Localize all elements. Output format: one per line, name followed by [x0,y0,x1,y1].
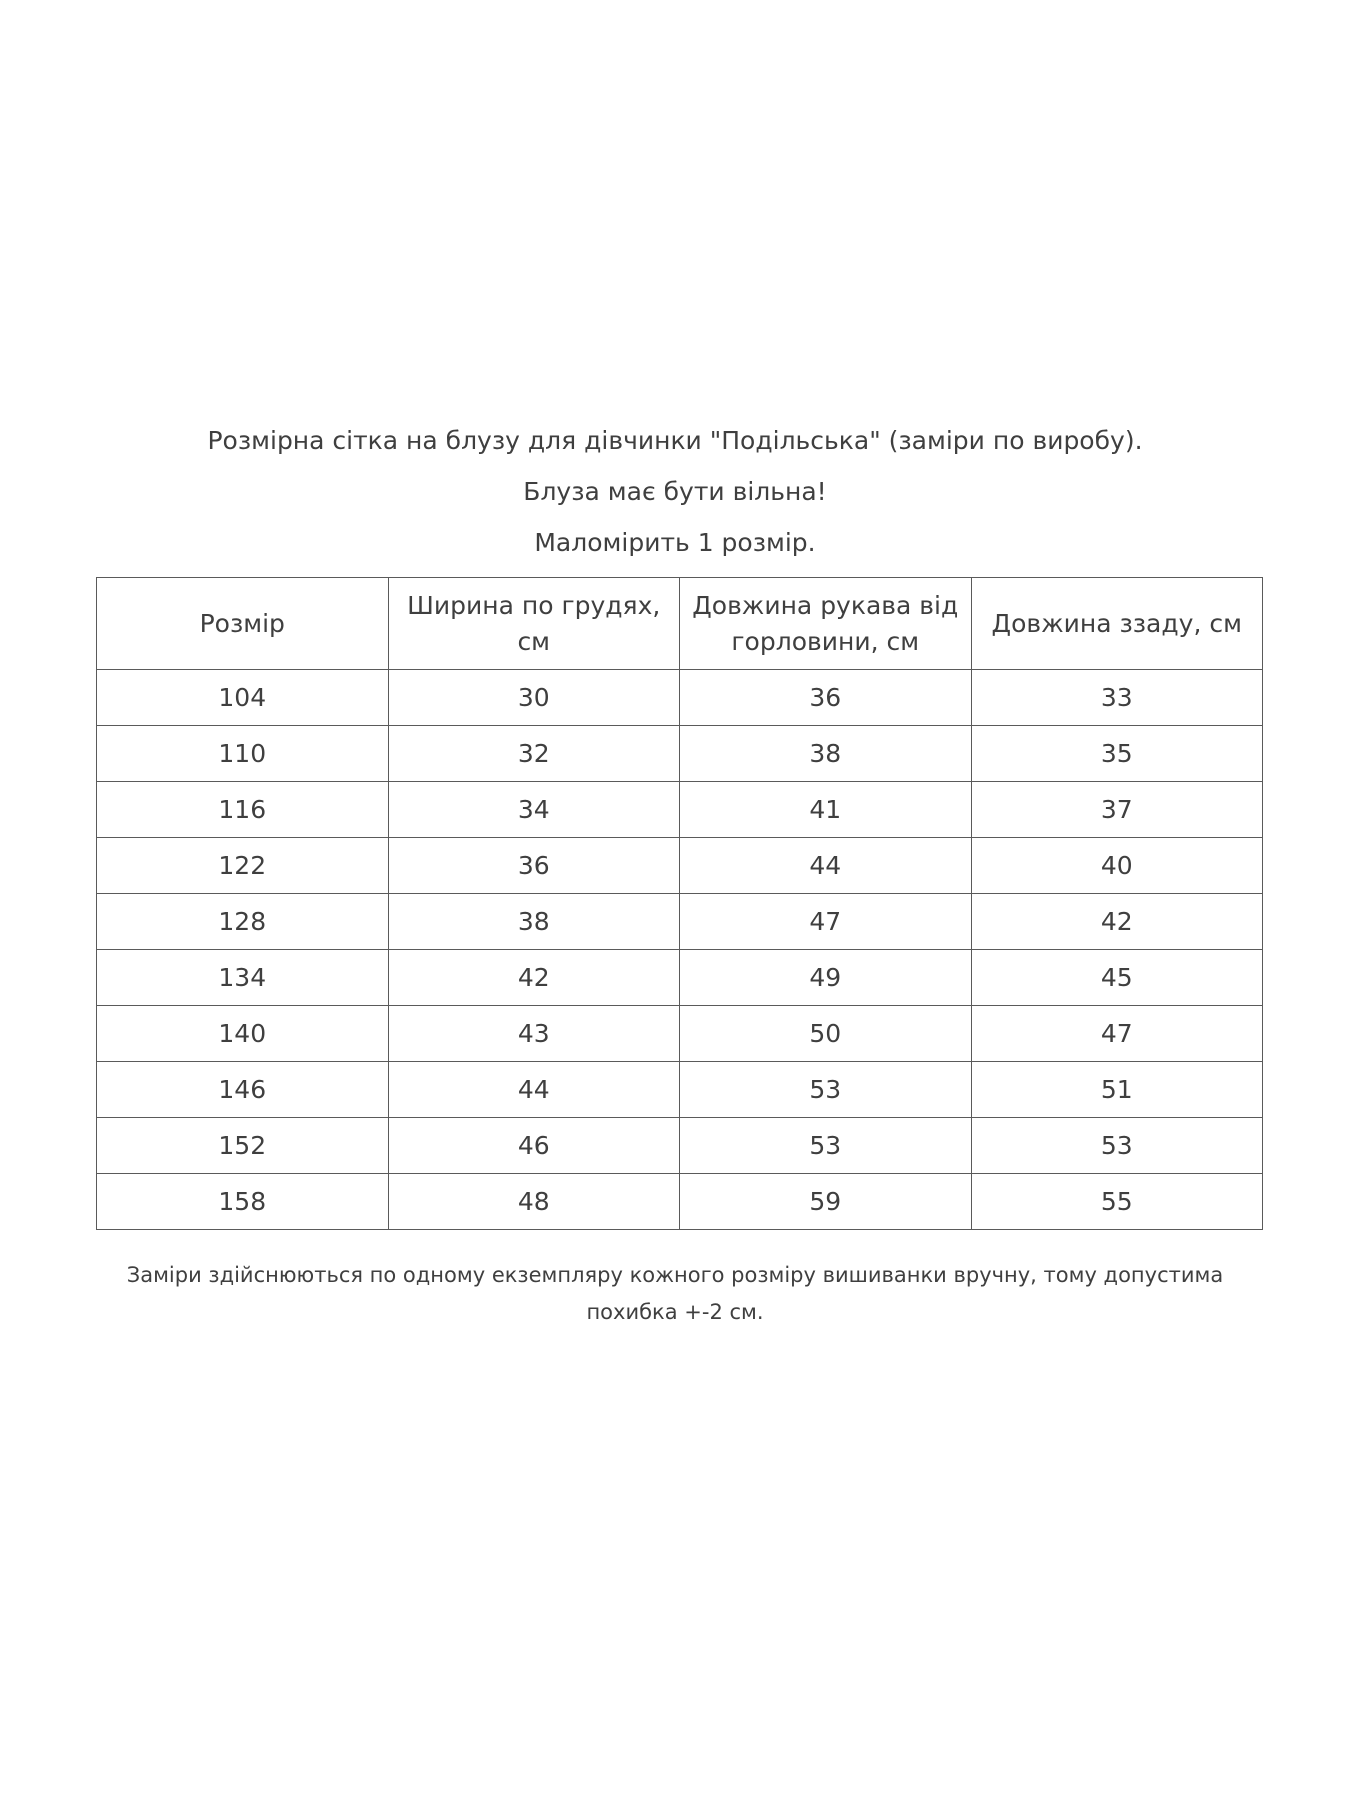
cell-size: 128 [97,894,389,950]
table-row [97,670,1263,726]
cell-size: 134 [97,950,389,1006]
cell-sleeve-length: 53 [680,1062,972,1118]
cell-chest-width: 42 [388,950,680,1006]
cell-sleeve-length: 59 [680,1174,972,1230]
table-row [97,894,1263,950]
table-row [97,782,1263,838]
table-row [97,726,1263,782]
cell-back-length: 51 [971,1062,1263,1118]
measurement-footnote: Заміри здійснюються по одному екземпляру кожного розміру вишиванки вручну, тому допустима похибка +-2 см. [126,1263,1224,1324]
cell-back-length: 37 [971,782,1263,838]
cell-size: 158 [97,1174,389,1230]
cell-back-length: 42 [971,894,1263,950]
cell-chest-width: 46 [388,1118,680,1174]
cell-sleeve-length: 53 [680,1118,972,1174]
cell-size: 110 [97,726,389,782]
size-table-body [97,670,1263,1230]
cell-size: 122 [97,838,389,894]
cell-sleeve-length: 38 [680,726,972,782]
cell-chest-width: 30 [388,670,680,726]
cell-back-length: 53 [971,1118,1263,1174]
cell-sleeve-length: 44 [680,838,972,894]
header-back-length: Довжина ззаду, см [971,578,1263,670]
cell-size: 140 [97,1006,389,1062]
cell-back-length: 55 [971,1174,1263,1230]
runs-small-note: Маломірить 1 розмір. [534,528,816,557]
size-chart-title: Розмірна сітка на блузу для дівчинки "Подільська" (заміри по виробу). [207,426,1143,455]
cell-sleeve-length: 47 [680,894,972,950]
table-row [97,1062,1263,1118]
size-table-header [97,578,1263,670]
cell-back-length: 47 [971,1006,1263,1062]
cell-sleeve-length: 49 [680,950,972,1006]
cell-chest-width: 44 [388,1062,680,1118]
table-row [97,1006,1263,1062]
header-sleeve-length: Довжина рукава від горловини, см [680,578,972,670]
cell-sleeve-length: 36 [680,670,972,726]
table-row [97,950,1263,1006]
table-row [97,1174,1263,1230]
cell-chest-width: 32 [388,726,680,782]
cell-chest-width: 43 [388,1006,680,1062]
cell-sleeve-length: 50 [680,1006,972,1062]
cell-sleeve-length: 41 [680,782,972,838]
cell-chest-width: 48 [388,1174,680,1230]
header-chest-width: Ширина по грудях, см [388,578,680,670]
cell-back-length: 35 [971,726,1263,782]
cell-size: 116 [97,782,389,838]
cell-size: 152 [97,1118,389,1174]
cell-back-length: 40 [971,838,1263,894]
cell-size: 104 [97,670,389,726]
cell-chest-width: 38 [388,894,680,950]
table-row [97,1118,1263,1174]
header-row [97,578,1263,670]
header-size: Розмір [97,578,389,670]
cell-back-length: 33 [971,670,1263,726]
cell-size: 146 [97,1062,389,1118]
cell-chest-width: 36 [388,838,680,894]
cell-back-length: 45 [971,950,1263,1006]
loose-fit-note: Блуза має бути вільна! [523,477,827,506]
size-table [96,577,1263,1230]
table-row [97,838,1263,894]
cell-chest-width: 34 [388,782,680,838]
